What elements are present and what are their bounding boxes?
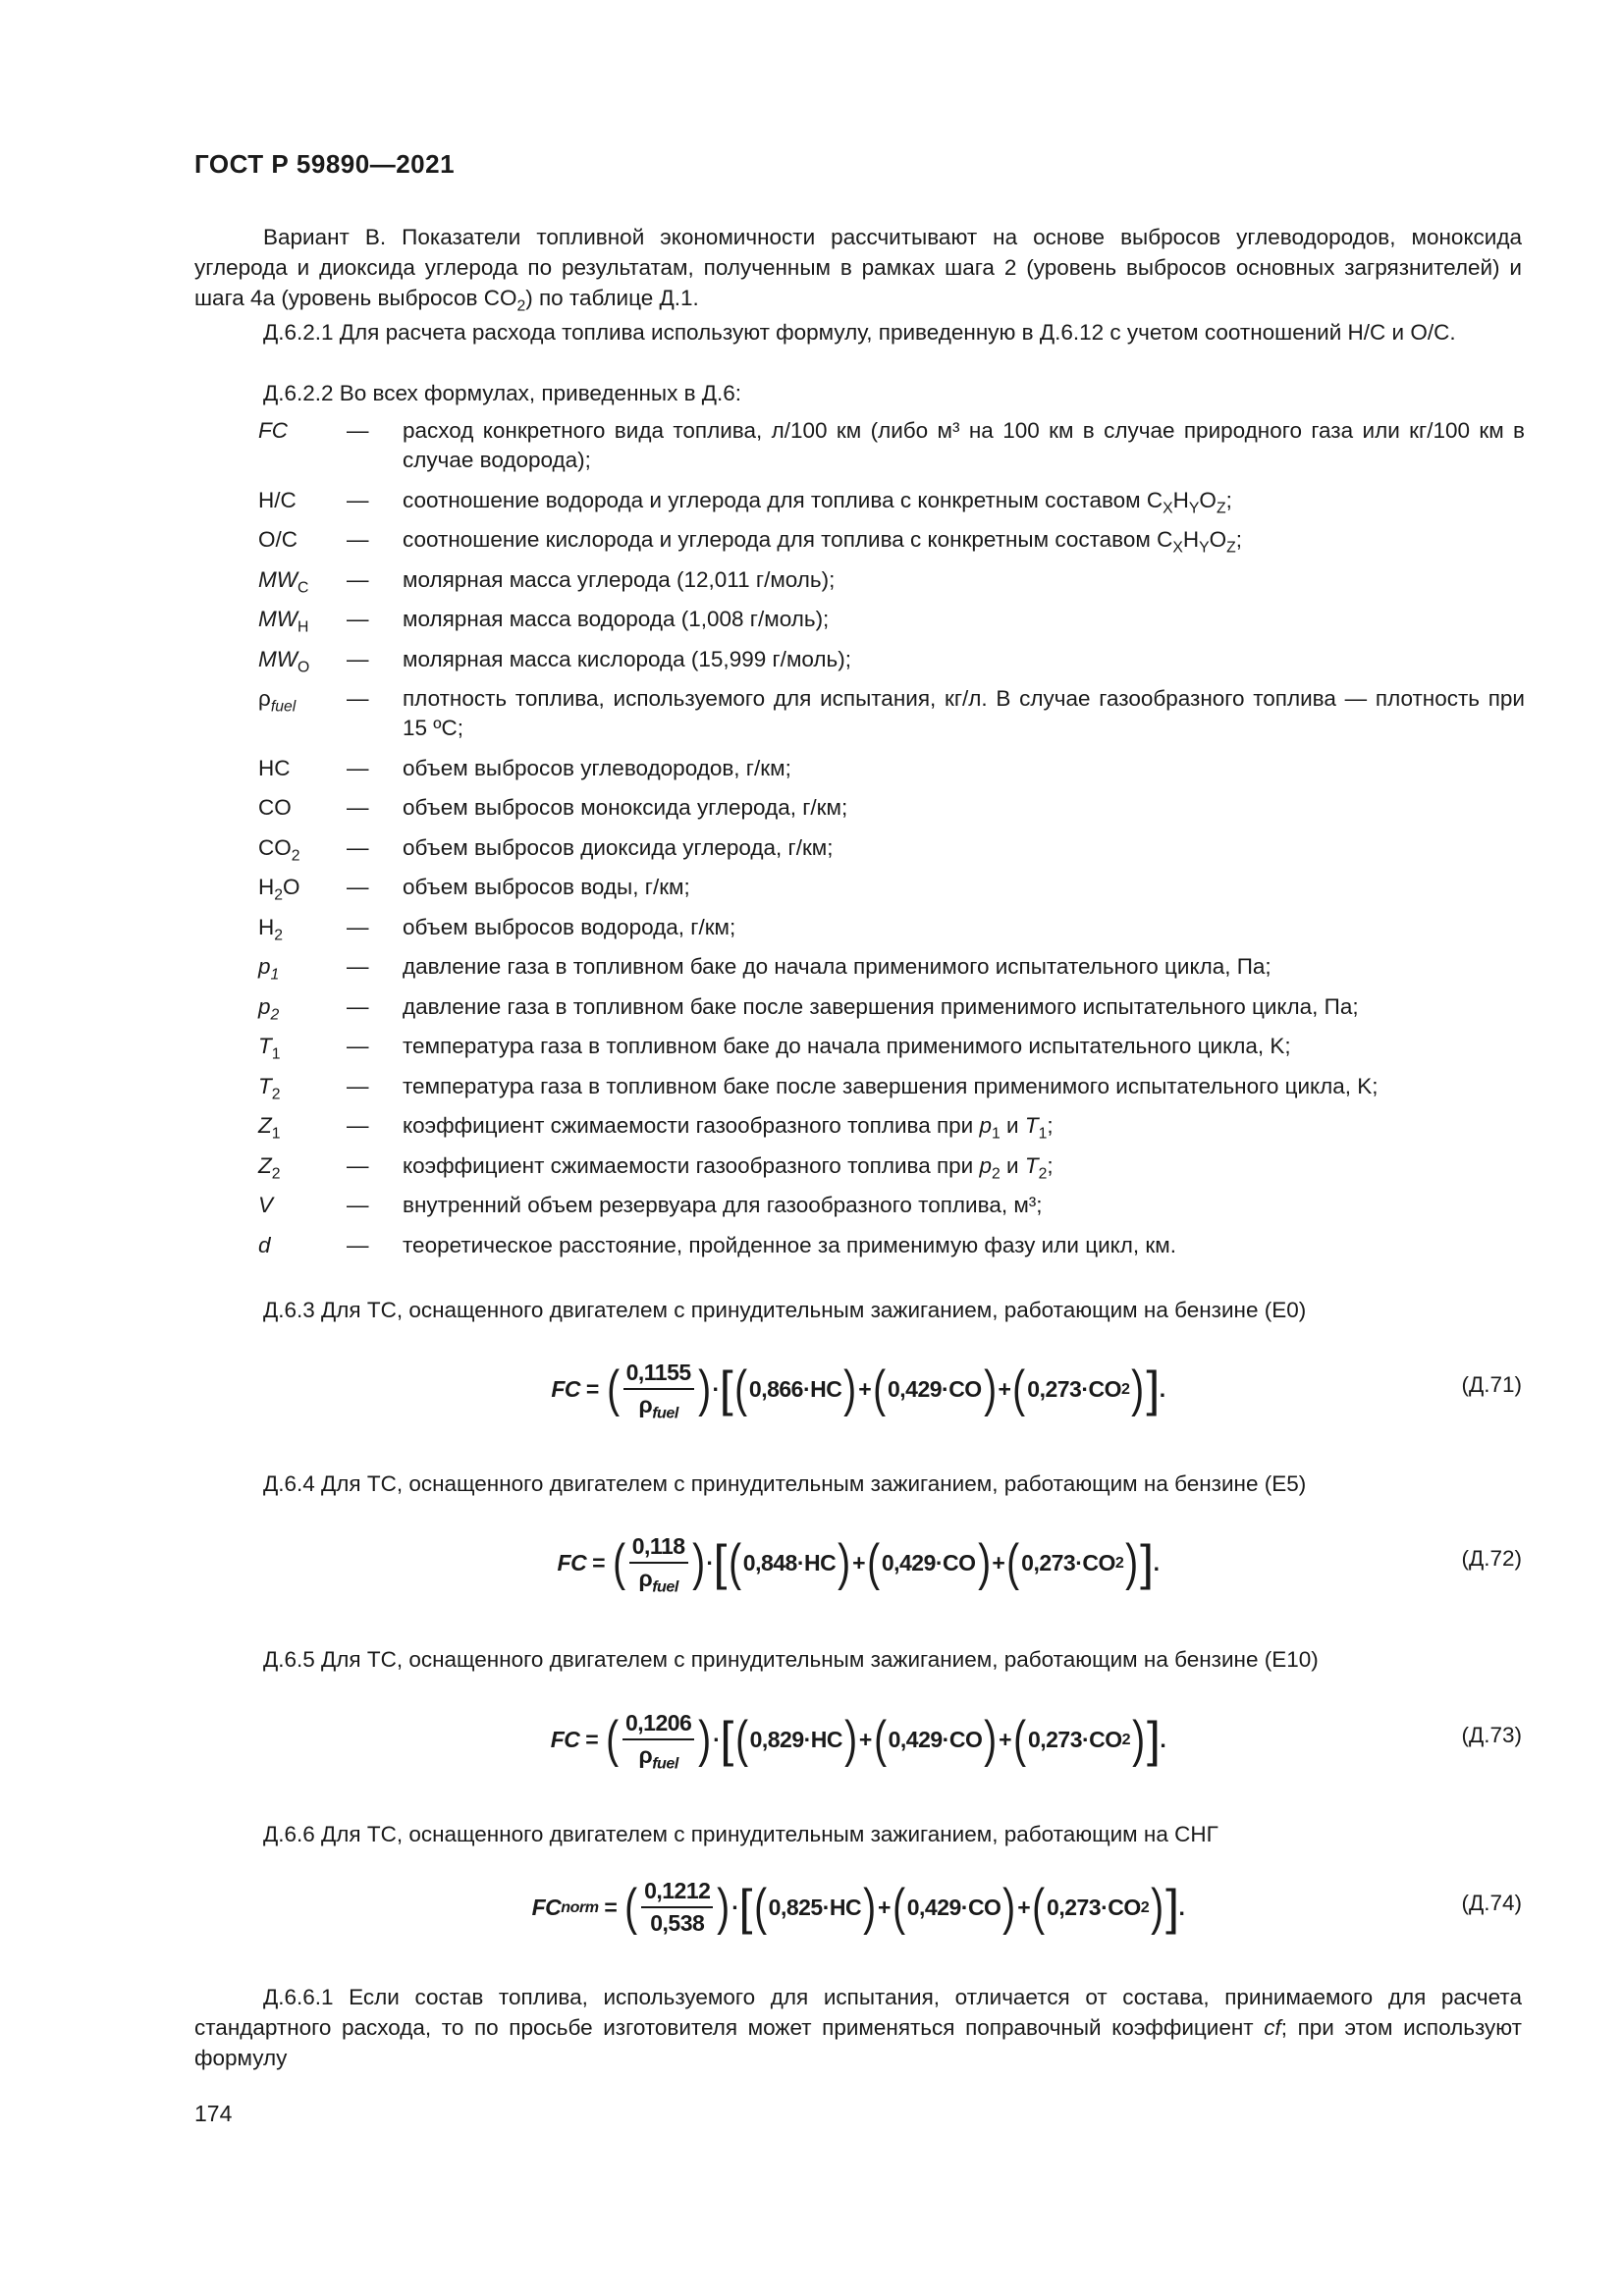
equation-number: (Д.74) — [1461, 1891, 1522, 1915]
def-row: $MW_H$ — молярная масса водорода (1,008 г/моль); — [258, 607, 830, 636]
def-row: $\rho_{fuel}$ — плотность топлива, используемого для испытания, кг/л. В случае газообразного топлива — плотность при 15 ºC; — [258, 686, 1525, 740]
paragraph-variant-b: Вариант В. Показатели топливной экономичности рассчитывают на основе выбросов углеводородов, моноксида углерода и диоксида углерода по результатам, полученным в рамках шага 2 (уровень выбросов основных загрязнителей) и шага 4а (уровень выбросов $CO_2$) по таблице Д.1. — [194, 225, 1522, 315]
def-row: FC — расход конкретного вида топлива, л/100 км (либо м³ на 100 км в случае природного газа или кг/100 км в случае водорода); — [258, 418, 1525, 472]
equation-number: (Д.73) — [1461, 1723, 1522, 1747]
def-row: $p_2$ — давление газа в топливном баке после завершения применимого испытательного цикла, Па; — [258, 993, 1359, 1023]
equation-d73 — [194, 1695, 1522, 1784]
section-d6-6: Д.6.6 Для ТС, оснащенного двигателем с принудительным зажиганием, работающим на СНГ — [263, 1822, 1218, 1846]
def-row: $Z_2$ — коэффициент сжимаемости газообразного топлива при $p_2$ и $T_2$; — [258, 1152, 1054, 1182]
def-row: $T_1$ — температура газа в топливном баке до начала применимого испытательного цикла, K; — [258, 1034, 1291, 1063]
formula: FC = ( $\frac{0,118}{\rho_{fuel}}$ ) · [ ( 0,848 ·HC ) + ( 0,429 ·CO ) + ( 0,273 ·CO 2 ) ] . — [557, 1533, 1160, 1596]
equation-d74 — [194, 1863, 1522, 1951]
section-d6-5: Д.6.5 Для ТС, оснащенного двигателем с принудительным зажиганием, работающим на бензине (E10) — [263, 1647, 1319, 1672]
def-row: $MW_O$ — молярная масса кислорода (15,999 г/моль); — [258, 646, 852, 675]
def-row: $H_2O$ — объем выбросов воды, г/км; — [258, 875, 690, 904]
section-d6-4: Д.6.4 Для ТС, оснащенного двигателем с принудительным зажиганием, работающим на бензине (E5) — [263, 1471, 1307, 1496]
def-row: $CO_2$ — объем выбросов диоксида углерода, г/км; — [258, 834, 834, 864]
def-row: $T_2$ — температура газа в топливном баке после завершения применимого испытательного цикла, K; — [258, 1073, 1379, 1102]
definitions-list — [258, 416, 1525, 1270]
equation-d72 — [194, 1519, 1522, 1607]
formula: FC norm = ( $\frac{0,1212}{0,538}$ ) · [ ( 0,825 ·HC ) + ( 0,429 ·CO ) + ( 0,273 ·CO 2 ) ] . — [531, 1878, 1185, 1936]
def-row: HC — объем выбросов углеводородов, г/км; — [258, 755, 791, 780]
paragraph-d6-2-2: Д.6.2.2 Во всех формулах, приведенных в Д.6: — [263, 381, 742, 405]
paragraph-d6-6-1: Д.6.6.1 Если состав топлива, используемого для испытания, отличается от состава, принимаемого для расчета стандартного расхода, то по просьбе изготовителя может применяться поправочный коэффициент cf; при этом используют формулу — [194, 1985, 1522, 2070]
page-number: 174 — [194, 2101, 233, 2126]
def-row: H/C — соотношение водорода и углерода для топлива с конкретным составом $C_XH_YO_Z$; — [258, 487, 1232, 516]
def-row: d — теоретическое расстояние, пройденное за применимую фазу или цикл, км. — [258, 1232, 1176, 1257]
def-row: CO — объем выбросов моноксида углерода, г/км; — [258, 795, 848, 820]
equation-d71 — [194, 1345, 1522, 1433]
equation-number: (Д.71) — [1461, 1372, 1522, 1397]
equation-number: (Д.72) — [1461, 1546, 1522, 1571]
section-d6-3: Д.6.3 Для ТС, оснащенного двигателем с принудительным зажиганием, работающим на бензине (E0) — [263, 1298, 1307, 1322]
formula: FC = ( $\frac{0,1155}{\rho_{fuel}}$ ) · [ ( 0,866 ·HC ) + ( 0,429 ·CO ) + ( 0,273 ·CO 2 ) ] . — [551, 1360, 1165, 1422]
def-row: $H_2$ — объем выбросов водорода, г/км; — [258, 914, 736, 943]
def-row: V — внутренний объем резервуара для газообразного топлива, м³; — [258, 1193, 1043, 1217]
def-row: $MW_C$ — молярная масса углерода (12,011 г/моль); — [258, 566, 836, 596]
def-row: $Z_1$ — коэффициент сжимаемости газообразного топлива при $p_1$ и $T_1$; — [258, 1113, 1054, 1143]
paragraph-d6-2-1: Д.6.2.1 Для расчета расхода топлива используют формулу, приведенную в Д.6.12 с учетом соотношений H/C и O/C. — [263, 320, 1456, 345]
document-header: ГОСТ Р 59890—2021 — [194, 149, 456, 179]
def-row: O/C — соотношение кислорода и углерода для топлива с конкретным составом $C_XH_YO_Z$; — [258, 527, 1243, 557]
def-row: $p_1$ — давление газа в топливном баке до начала применимого испытательного цикла, Па; — [258, 954, 1271, 984]
formula: FC = ( $\frac{0,1206}{\rho_{fuel}}$ ) · [ ( 0,829 ·HC ) + ( 0,429 ·CO ) + ( 0,273 ·CO 2 ) ] . — [550, 1710, 1166, 1773]
